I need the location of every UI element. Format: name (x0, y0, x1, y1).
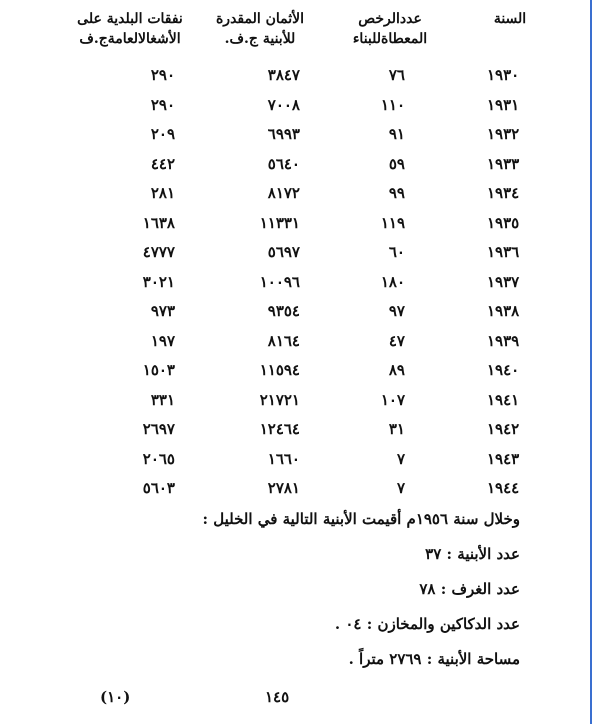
data-table (0, 62, 592, 505)
cell-prices: ٧٠٠٨ (267, 95, 300, 114)
cell-permits: ٧ (396, 449, 405, 468)
cell-costs: ٢٠٦٥ (142, 449, 175, 468)
cell-permits: ٧٦ (388, 66, 405, 84)
cell-year: ١٩٣٦ (487, 243, 520, 261)
table-row (0, 475, 592, 505)
buildings-count: عدد الأبنية : ٣٧ (425, 545, 520, 563)
cell-costs: ٤٤٢ (150, 154, 175, 173)
cell-year: ١٩٣٤ (487, 184, 520, 202)
cell-costs: ١٦٣٨ (142, 213, 175, 232)
cell-permits: ١١٠ (380, 95, 405, 114)
table-row (0, 446, 592, 476)
cell-permits: ٣١ (388, 420, 405, 438)
cell-costs: ٥٦٠٣ (142, 479, 175, 497)
table-row (0, 239, 592, 269)
cell-permits: ٥٩ (388, 154, 405, 173)
cell-permits: ٧ (396, 479, 405, 497)
cell-prices: ٥٦٤٠ (267, 154, 300, 173)
cell-year: ١٩٣٨ (487, 302, 520, 320)
table-header (40, 6, 540, 56)
cell-year: ١٩٣٥ (487, 213, 520, 232)
cell-permits: ٩٩ (388, 184, 405, 202)
cell-costs: ٣٣١ (150, 390, 175, 409)
cell-year: ١٩٤١ (487, 390, 520, 409)
cell-permits: ١٨٠ (380, 272, 405, 291)
table-row (0, 298, 592, 328)
table-row (0, 121, 592, 151)
cell-prices: ٢٧٨١ (267, 479, 300, 497)
cell-costs: ٢٩٠ (150, 66, 175, 84)
table-row (0, 92, 592, 122)
cell-costs: ٤٧٧٧ (142, 243, 175, 261)
shops-count: عدد الدكاكين والمخازن : ٠٤ . (334, 615, 520, 633)
buildings-area: مساحة الأبنية : ٢٧٦٩ متراً . (348, 650, 520, 668)
cell-costs: ٢٠٩ (150, 125, 175, 143)
cell-costs: ١٩٧ (150, 331, 175, 350)
table-row (0, 151, 592, 181)
table-row (0, 328, 592, 358)
cell-year: ١٩٤٠ (487, 361, 520, 379)
table-row (0, 387, 592, 417)
cell-prices: ٨١٧٢ (267, 184, 300, 202)
cell-year: ١٩٤٣ (487, 449, 520, 468)
cell-permits: ٦٠ (388, 243, 405, 261)
cell-permits: ٤٧ (388, 331, 405, 350)
cell-year: ١٩٣٧ (487, 272, 520, 291)
cell-costs: ٩٧٣ (150, 302, 175, 320)
cell-prices: ١١٣٣١ (259, 213, 300, 232)
cell-prices: ٨١٦٤ (267, 331, 300, 350)
table-row (0, 180, 592, 210)
cell-costs: ١٥٠٣ (142, 361, 175, 379)
cell-permits: ٩٧ (388, 302, 405, 320)
cell-permits: ١٠٧ (380, 390, 405, 409)
cell-year: ١٩٤٢ (487, 420, 520, 438)
cell-costs: ٣٠٢١ (142, 272, 175, 291)
header-permits: عددالرخص المعطاةللبناء (352, 11, 428, 47)
intro-text: وخلال سنة ١٩٥٦م أقيمت الأبنية التالية في الخليل : (202, 510, 520, 528)
cell-permits: ٨٩ (388, 361, 405, 379)
cell-prices: ٥٦٩٧ (267, 243, 300, 261)
cell-year: ١٩٣٢ (487, 125, 520, 143)
table-row (0, 62, 592, 92)
footnote-marker: (١٠) (100, 688, 131, 706)
cell-year: ١٩٣٣ (487, 154, 520, 173)
cell-costs: ٢٦٩٧ (142, 420, 175, 438)
header-prices: الأثمان المقدرة للأبنية ج.ف. (215, 11, 305, 47)
cell-costs: ٢٩٠ (150, 95, 175, 114)
cell-prices: ٩٣٥٤ (267, 302, 300, 320)
table-row (0, 357, 592, 387)
header-year: السنة (493, 11, 527, 27)
header-costs: نفقات البلدية على الأشغالالعامةج.ف (77, 11, 183, 47)
cell-prices: ١١٥٩٤ (259, 361, 300, 379)
cell-permits: ١١٩ (380, 213, 405, 232)
cell-permits: ٩١ (388, 125, 405, 143)
cell-prices: ٣٨٤٧ (267, 66, 300, 84)
cell-costs: ٢٨١ (150, 184, 175, 202)
cell-year: ١٩٣١ (487, 95, 520, 114)
table-row (0, 269, 592, 299)
cell-year: ١٩٤٤ (487, 479, 520, 497)
cell-prices: ١٢٤٦٤ (259, 420, 300, 438)
cell-year: ١٩٣٩ (487, 331, 520, 350)
table-row (0, 210, 592, 240)
rooms-count: عدد الغرف : ٧٨ (419, 580, 520, 598)
cell-prices: ١٠٠٩٦ (259, 272, 300, 291)
cell-year: ١٩٣٠ (487, 66, 520, 84)
table-row (0, 416, 592, 446)
cell-prices: ٦٩٩٣ (267, 125, 300, 143)
cell-prices: ٢١٧٢١ (259, 390, 300, 409)
page-number: ١٤٥ (265, 688, 290, 706)
cell-prices: ١٦٦٠ (267, 449, 300, 468)
